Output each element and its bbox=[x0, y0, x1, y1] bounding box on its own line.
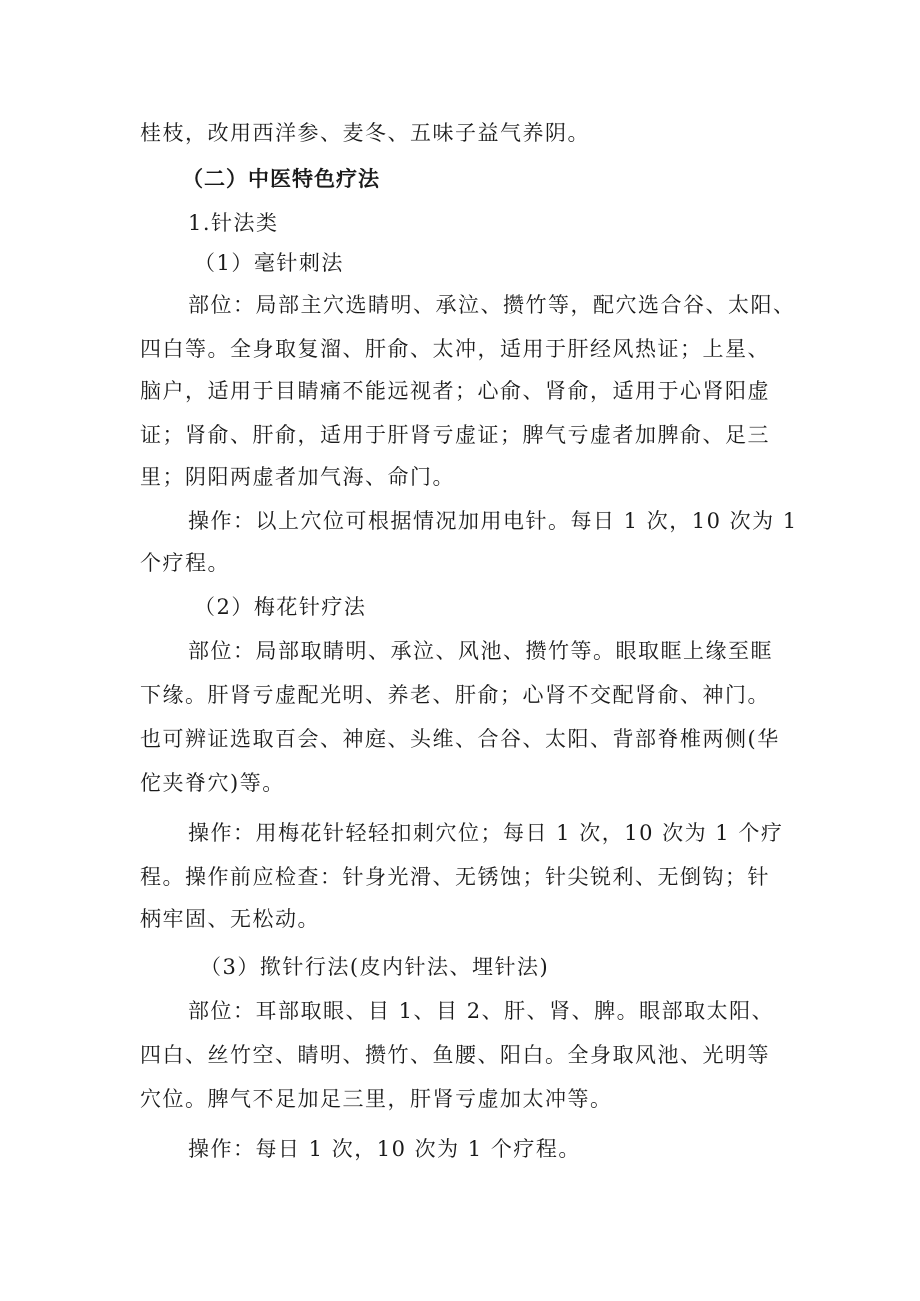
text-line-1: 桂枝，改用西洋参、麦冬、五味子益气养阴。 bbox=[140, 121, 590, 145]
paragraph-line: 柄牢固、无松动。 bbox=[140, 907, 320, 931]
paragraph-line: 操作：用梅花针轻轻扣刺穴位；每日 1 次，10 次为 1 个疗 bbox=[188, 821, 784, 845]
paragraph-line: 脑户，适用于目睛痛不能远视者；心俞、肾俞，适用于心肾阳虚 bbox=[140, 379, 770, 403]
paragraph-line: 操作：以上穴位可根据情况加用电针。每日 1 次，10 次为 1 bbox=[188, 509, 798, 533]
subsection-heading: 1.针法类 bbox=[188, 211, 279, 235]
paragraph-line: 佗夹脊穴)等。 bbox=[140, 771, 285, 795]
paragraph-line: 四白等。全身取复溜、肝俞、太冲，适用于肝经风热证；上星、 bbox=[140, 337, 770, 361]
paragraph-line: 证；肾俞、肝俞，适用于肝肾亏虚证；脾气亏虚者加脾俞、足三 bbox=[140, 423, 770, 447]
paragraph-line: 程。操作前应检查：针身光滑、无锈蚀；针尖锐利、无倒钩；针 bbox=[140, 865, 770, 889]
paragraph-line: 个疗程。 bbox=[140, 551, 230, 575]
section-heading: （二）中医特色疗法 bbox=[182, 167, 380, 191]
paragraph-line: 部位：局部主穴选睛明、承泣、攒竹等，配穴选合谷、太阳、 bbox=[188, 293, 796, 317]
item-heading-3: （3）揿针行法(皮内针法、埋针法) bbox=[200, 955, 550, 979]
paragraph-line: 四白、丝竹空、睛明、攒竹、鱼腰、阳白。全身取风池、光明等 bbox=[140, 1043, 770, 1067]
paragraph-line: 也可辨证选取百会、神庭、头维、合谷、太阳、背部脊椎两侧(华 bbox=[140, 727, 780, 751]
paragraph-line: 部位：局部取睛明、承泣、风池、攒竹等。眼取眶上缘至眶 bbox=[188, 639, 773, 663]
item-heading-2: （2）梅花针疗法 bbox=[194, 595, 367, 619]
paragraph-line: 里；阴阳两虚者加气海、命门。 bbox=[140, 465, 455, 489]
item-heading-1: （1）毫针刺法 bbox=[194, 251, 344, 275]
paragraph-line: 操作：每日 1 次，10 次为 1 个疗程。 bbox=[188, 1137, 581, 1161]
paragraph-line: 部位：耳部取眼、目 1、目 2、肝、肾、脾。眼部取太阳、 bbox=[188, 999, 775, 1023]
paragraph-line: 穴位。脾气不足加足三里，肝肾亏虚加太冲等。 bbox=[140, 1087, 613, 1111]
paragraph-line: 下缘。肝肾亏虚配光明、养老、肝俞；心肾不交配肾俞、神门。 bbox=[140, 683, 770, 707]
